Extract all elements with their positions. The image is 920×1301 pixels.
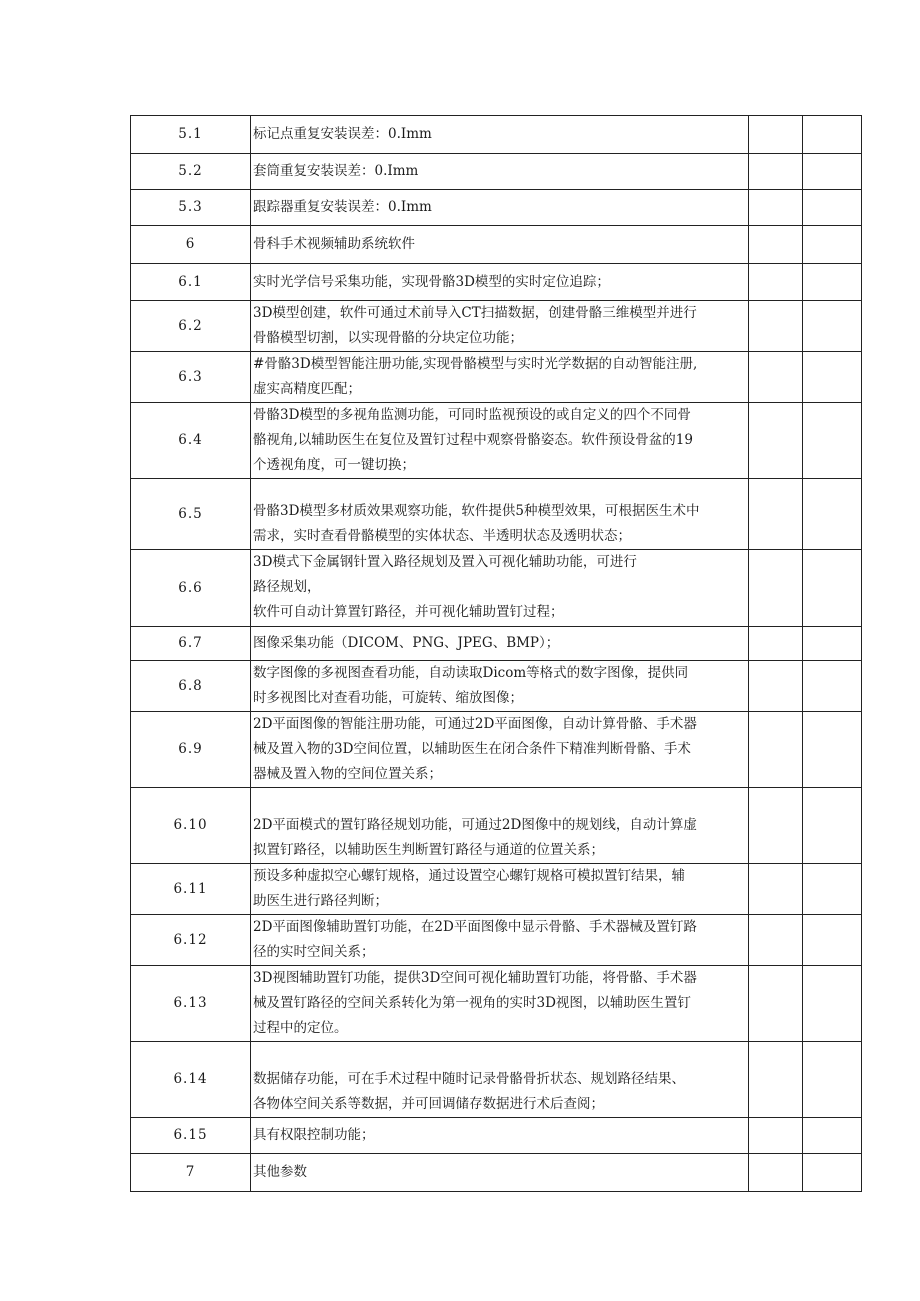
table-row — [131, 226, 862, 264]
description-line: 骨骼3D模型的多视角监测功能，可同时监视预设的或自定义的四个不同骨 — [253, 407, 691, 423]
description-line: 数字图像的多视图查看功能，自动读取Dicom等格式的数字图像，提供同 — [253, 665, 689, 681]
check-cell-a — [749, 1154, 803, 1192]
table-row — [131, 627, 862, 661]
check-cell-a — [749, 864, 803, 915]
table-row — [131, 264, 862, 301]
check-cell-b — [803, 1042, 862, 1118]
check-cell-a — [749, 712, 803, 788]
check-cell-a — [749, 226, 803, 264]
item-number: 5.1 — [131, 116, 251, 154]
item-number: 6.1 — [131, 264, 251, 301]
check-cell-b — [803, 864, 862, 915]
check-cell-b — [803, 915, 862, 966]
table-row — [131, 1154, 862, 1192]
check-cell-a — [749, 915, 803, 966]
check-cell-b — [803, 301, 862, 352]
item-number: 6.6 — [131, 550, 251, 627]
description-line: 2D平面图像的智能注册功能，可通过2D平面图像，自动计算骨骼、手术器 — [253, 716, 697, 732]
item-number: 6.9 — [131, 712, 251, 788]
table-row — [131, 661, 862, 712]
item-description — [251, 1042, 749, 1118]
item-description — [251, 154, 749, 190]
item-description — [251, 301, 749, 352]
item-number: 6.4 — [131, 403, 251, 479]
check-cell-b — [803, 352, 862, 403]
item-number: 6 — [131, 226, 251, 264]
description-line: 骨科手术视频辅助系统软件 — [253, 236, 415, 252]
description-line: 3D视图辅助置钉功能，提供3D空间可视化辅助置钉功能，将骨骼、手术器 — [253, 970, 697, 986]
description-line: 3D模型创建，软件可通过术前导入CT扫描数据，创建骨骼三维模型并进行 — [253, 305, 697, 321]
table-row — [131, 550, 862, 627]
check-cell-a — [749, 479, 803, 550]
item-description — [251, 479, 749, 550]
check-cell-a — [749, 352, 803, 403]
description-line: 助医生进行路径判断； — [253, 893, 388, 909]
item-description — [251, 712, 749, 788]
check-cell-b — [803, 788, 862, 864]
item-description — [251, 226, 749, 264]
description-line: 径的实时空间关系； — [253, 944, 375, 960]
item-number: 6.7 — [131, 627, 251, 661]
check-cell-a — [749, 966, 803, 1042]
item-number: 6.12 — [131, 915, 251, 966]
description-line: 图像采集功能（DICOM、PNG、JPEG、BMP）； — [253, 635, 560, 651]
item-number: 6.15 — [131, 1118, 251, 1154]
description-line: 2D平面图像辅助置钉功能，在2D平面图像中显示骨骼、手术器械及置钉路 — [253, 919, 697, 935]
check-cell-b — [803, 550, 862, 627]
description-line: 拟置钉路径，以辅助医生判断置钉路径与通道的位置关系； — [253, 842, 604, 858]
item-description — [251, 1154, 749, 1192]
check-cell-b — [803, 403, 862, 479]
check-cell-b — [803, 226, 862, 264]
item-number: 6.2 — [131, 301, 251, 352]
description-line: 骨骼3D模型多材质效果观察功能，软件提供5种模型效果，可根据医生术中 — [253, 503, 700, 519]
check-cell-a — [749, 154, 803, 190]
check-cell-b — [803, 661, 862, 712]
description-line: 软件可自动计算置钉路径，并可视化辅助置钉过程； — [253, 604, 564, 620]
table-row — [131, 915, 862, 966]
item-number: 5.2 — [131, 154, 251, 190]
check-cell-b — [803, 1118, 862, 1154]
description-line: 械及置入物的3D空间位置，以辅助医生在闭合条件下精准判断骨骼、手术 — [253, 741, 691, 757]
description-line: 骼视角,以辅助医生在复位及置钉过程中观察骨骼姿态。软件预设骨盆的19 — [253, 432, 693, 448]
item-description — [251, 915, 749, 966]
description-line: 个透视角度，可一键切换； — [253, 457, 415, 473]
description-line: 需求，实时查看骨骼模型的实体状态、半透明状态及透明状态； — [253, 528, 631, 544]
item-description — [251, 627, 749, 661]
check-cell-b — [803, 627, 862, 661]
description-line: 跟踪器重复安装误差：0.Imm — [253, 199, 432, 215]
item-description — [251, 788, 749, 864]
item-description — [251, 190, 749, 226]
item-description — [251, 864, 749, 915]
description-line: 3D模式下金属钢针置入路径规划及置入可视化辅助功能，可进行 — [253, 554, 637, 570]
item-number: 6.13 — [131, 966, 251, 1042]
check-cell-a — [749, 661, 803, 712]
description-line: 械及置钉路径的空间关系转化为第一视角的实时3D视图，以辅助医生置钉 — [253, 995, 691, 1011]
item-description — [251, 264, 749, 301]
table-row — [131, 1042, 862, 1118]
item-number: 6.11 — [131, 864, 251, 915]
check-cell-a — [749, 264, 803, 301]
check-cell-a — [749, 788, 803, 864]
item-number: 6.14 — [131, 1042, 251, 1118]
item-number: 6.5 — [131, 479, 251, 550]
item-number: 6.10 — [131, 788, 251, 864]
description-line: 数据储存功能，可在手术过程中随时记录骨骼骨折状态、规划路径结果、 — [253, 1071, 685, 1087]
item-number: 6.8 — [131, 661, 251, 712]
item-number: 6.3 — [131, 352, 251, 403]
description-line: #骨骼3D模型智能注册功能,实现骨骼模型与实时光学数据的自动智能注册, — [253, 356, 698, 372]
item-description — [251, 352, 749, 403]
table-row — [131, 403, 862, 479]
check-cell-a — [749, 190, 803, 226]
check-cell-b — [803, 966, 862, 1042]
check-cell-b — [803, 1154, 862, 1192]
table-row — [131, 966, 862, 1042]
table-row — [131, 788, 862, 864]
description-line: 骨骼模型切割，以实现骨骼的分块定位功能； — [253, 330, 523, 346]
check-cell-b — [803, 190, 862, 226]
table-row — [131, 154, 862, 190]
description-line: 实时光学信号采集功能，实现骨骼3D模型的实时定位追踪； — [253, 273, 610, 290]
check-cell-b — [803, 479, 862, 550]
check-cell-a — [749, 627, 803, 661]
item-number: 7 — [131, 1154, 251, 1192]
table-row — [131, 301, 862, 352]
description-line: 标记点重复安装误差：0.Imm — [253, 126, 432, 142]
description-line: 具有权限控制功能； — [253, 1127, 375, 1143]
check-cell-a — [749, 301, 803, 352]
description-line: 2D平面模式的置钉路径规划功能，可通过2D图像中的规划线，自动计算虚 — [253, 817, 697, 833]
description-line: 预设多种虚拟空心螺钉规格，通过设置空心螺钉规格可模拟置钉结果，辅 — [253, 868, 685, 884]
description-line: 套筒重复安装误差：0.Imm — [253, 163, 419, 179]
item-description — [251, 1118, 749, 1154]
description-line: 各物体空间关系等数据，并可回调储存数据进行术后查阅； — [253, 1096, 604, 1112]
check-cell-a — [749, 403, 803, 479]
description-line: 时多视图比对查看功能，可旋转、缩放图像； — [253, 690, 523, 706]
check-cell-b — [803, 264, 862, 301]
item-description — [251, 966, 749, 1042]
item-description — [251, 661, 749, 712]
spec-table-body — [131, 116, 862, 1192]
table-row — [131, 479, 862, 550]
item-description — [251, 550, 749, 627]
description-line: 虚实高精度匹配； — [253, 381, 361, 397]
table-row — [131, 116, 862, 154]
check-cell-b — [803, 116, 862, 154]
description-line: 过程中的定位。 — [253, 1020, 348, 1036]
spec-table — [130, 115, 862, 1192]
description-line: 其他参数 — [253, 1164, 307, 1180]
check-cell-a — [749, 116, 803, 154]
check-cell-a — [749, 550, 803, 627]
item-description — [251, 403, 749, 479]
description-line: 器械及置入物的空间位置关系； — [253, 766, 442, 782]
check-cell-b — [803, 154, 862, 190]
check-cell-a — [749, 1118, 803, 1154]
item-description — [251, 116, 749, 154]
table-row — [131, 352, 862, 403]
table-row — [131, 190, 862, 226]
table-row — [131, 712, 862, 788]
table-row — [131, 864, 862, 915]
item-number: 5.3 — [131, 190, 251, 226]
description-line: 路径规划， — [253, 579, 321, 595]
check-cell-a — [749, 1042, 803, 1118]
check-cell-b — [803, 712, 862, 788]
table-row — [131, 1118, 862, 1154]
